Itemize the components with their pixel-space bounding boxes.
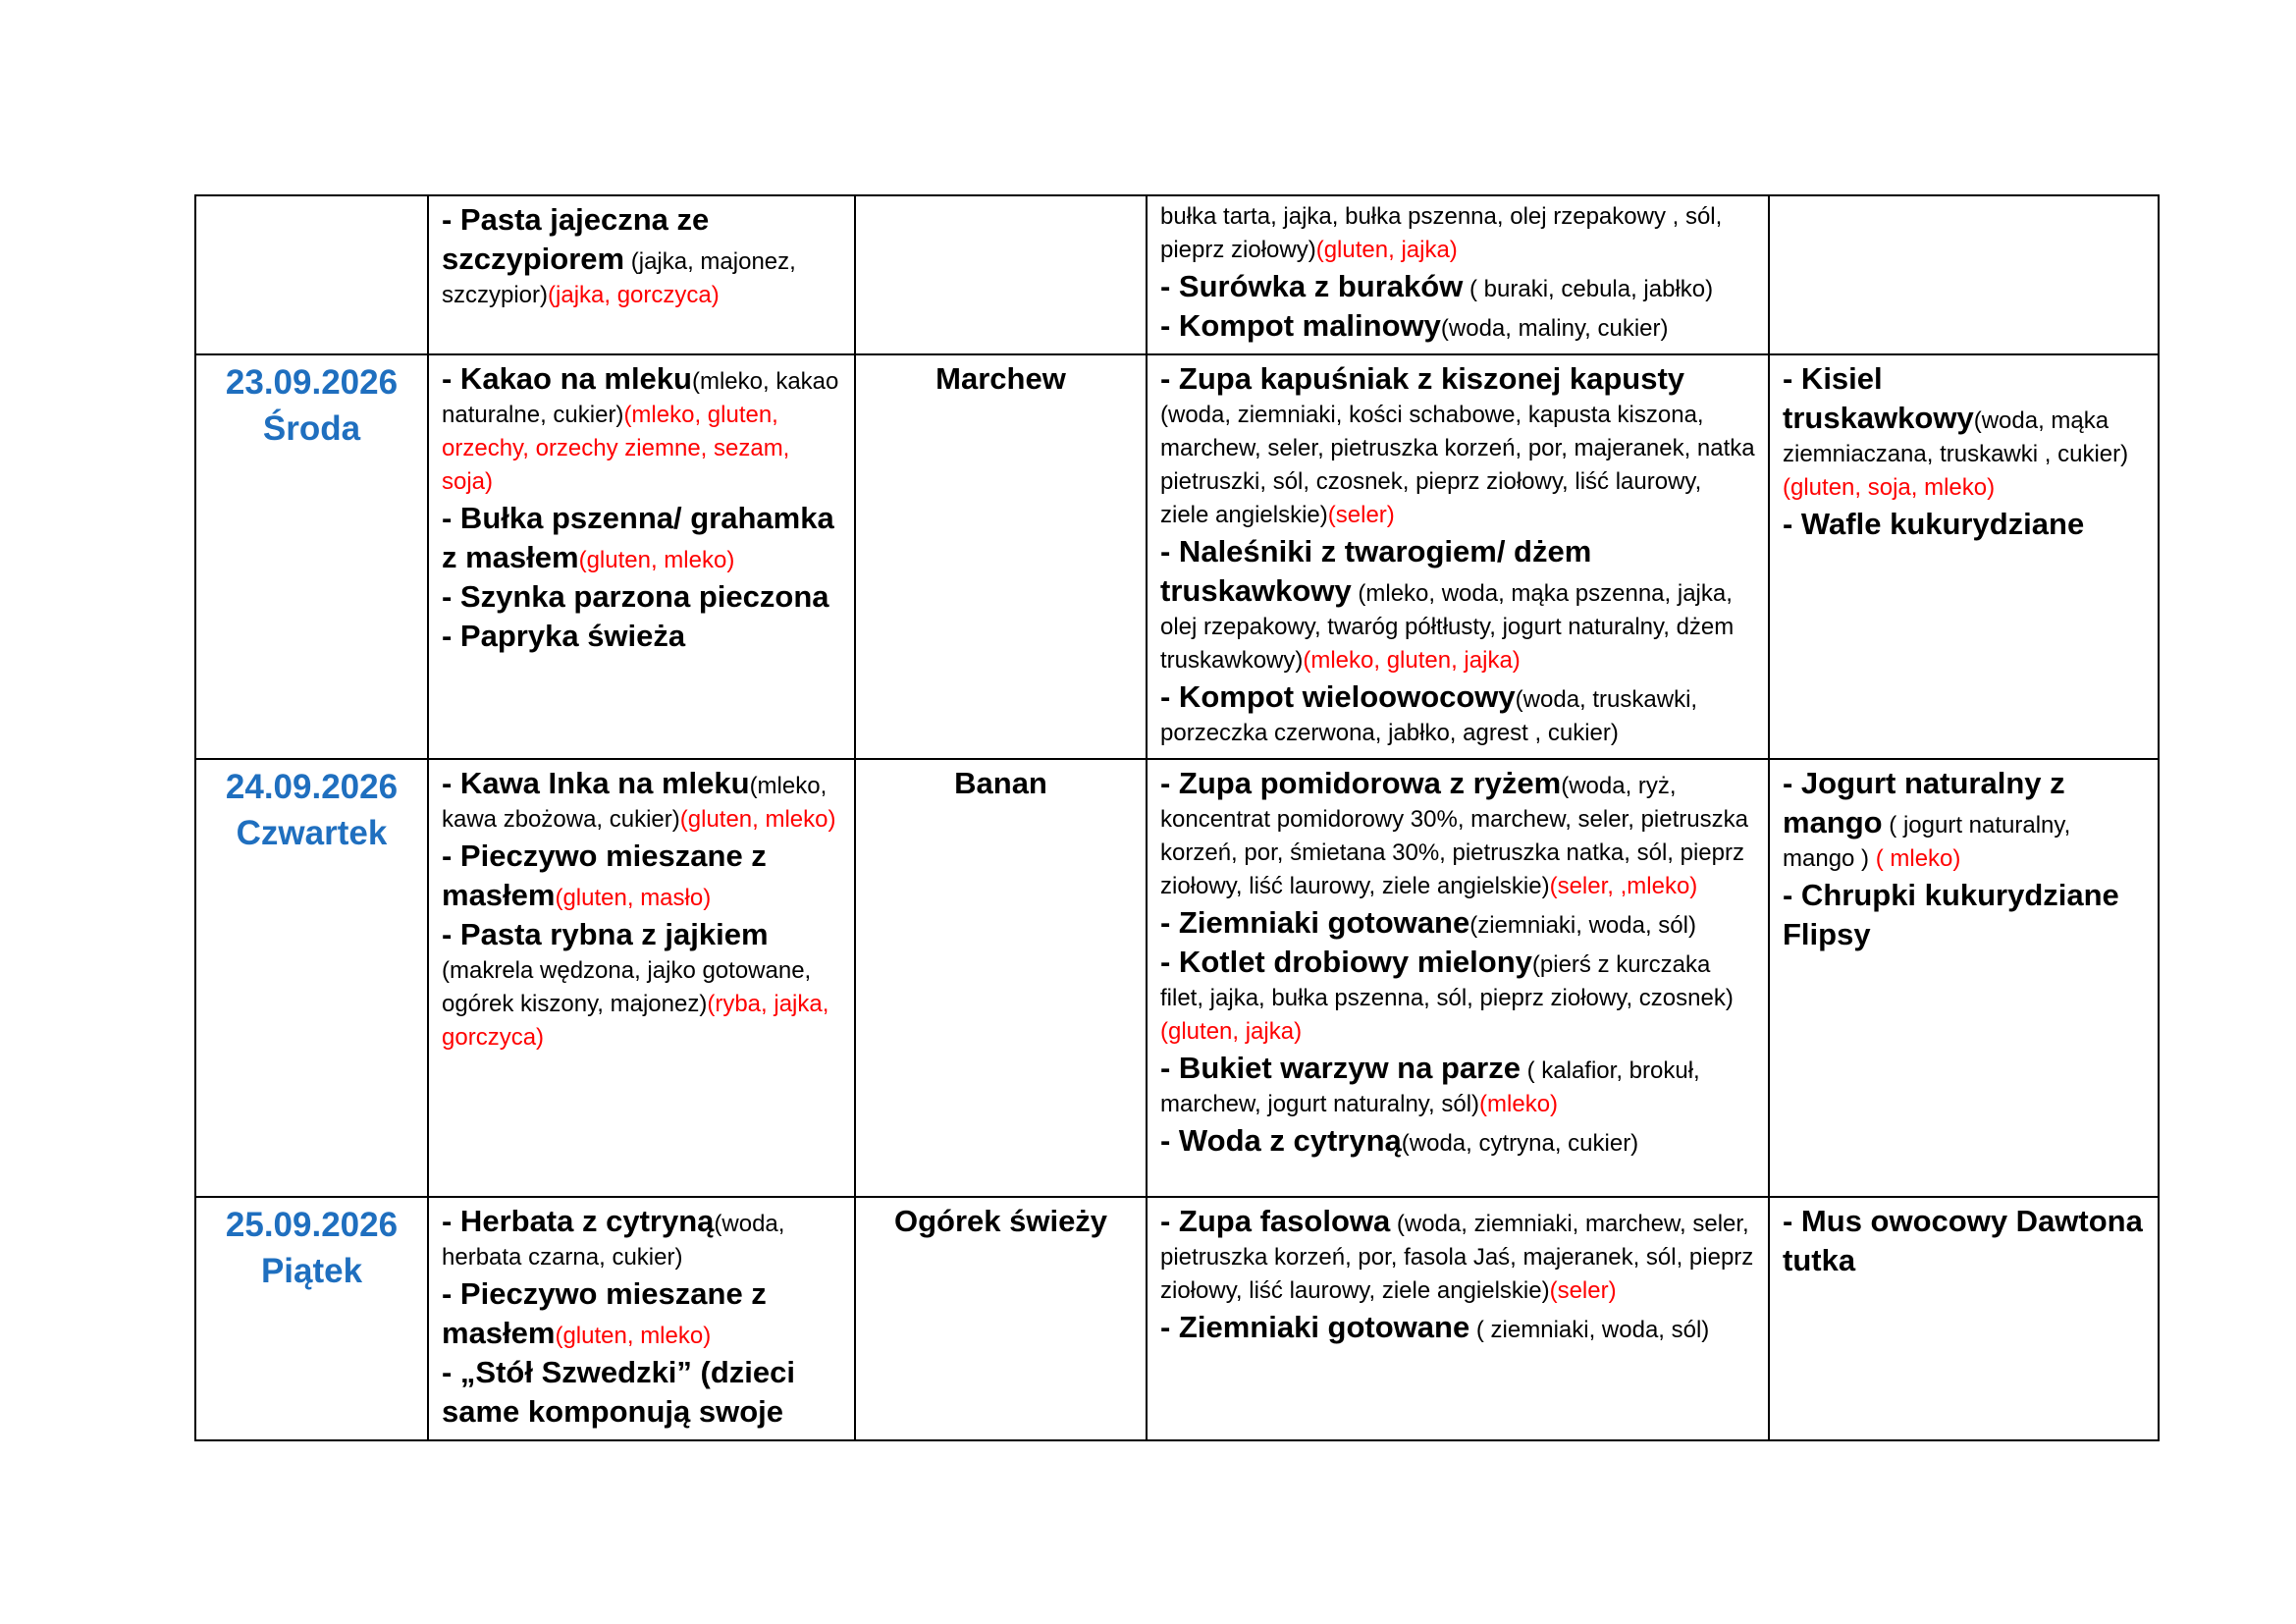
breakfast-item-title: - Szynka parzona pieczona bbox=[442, 579, 829, 614]
afternoon-cell bbox=[1769, 1197, 2159, 1440]
afternoon-cell bbox=[1769, 195, 2159, 354]
lunch-item-ingredients: ( buraki, cebula, jabłko) bbox=[1463, 276, 1714, 302]
lunch-item-ingredients: (woda, cytryna, cukier) bbox=[1401, 1130, 1639, 1157]
breakfast-cell bbox=[428, 759, 855, 1197]
lunch-item bbox=[1160, 677, 1755, 750]
afternoon-item-allergens: ( mleko) bbox=[1875, 845, 1961, 872]
lunch-item-title: - Naleśniki z twarogiem/ dżem truskawkowy bbox=[1160, 534, 1592, 608]
breakfast-item-allergens: (gluten, mleko) bbox=[555, 1323, 712, 1349]
lunch-item-ingredients: (woda, ryż, koncentrat pomidorowy 30%, marchew, seler, pietruszka korzeń, por, śmietana 30%, pietruszka natka, sól, pieprz ziołowy, liść laurowy, ziele angielskie) bbox=[1160, 773, 1748, 899]
lunch-item-allergens: (seler, ,mleko) bbox=[1549, 873, 1698, 899]
afternoon-item bbox=[1783, 1202, 2145, 1280]
breakfast-item-allergens: (jajka, gorczyca) bbox=[548, 282, 720, 308]
lunch-cell bbox=[1147, 354, 1769, 759]
lunch-item bbox=[1160, 359, 1755, 532]
date-cell bbox=[195, 1197, 428, 1440]
breakfast-item-ingredients: (makrela wędzona, jajko gotowane, ogórek kiszony, majonez) bbox=[442, 957, 812, 1017]
menu-row bbox=[195, 195, 2159, 354]
lunch-item-title: - Ziemniaki gotowane bbox=[1160, 1310, 1470, 1344]
lunch-item-ingredients: (mleko, woda, mąka pszenna, jajka, olej rzepakowy, twaróg półtłusty, jogurt naturalny, dżem truskawkowy) bbox=[1160, 580, 1735, 674]
snack-label: Banan bbox=[954, 766, 1047, 800]
breakfast-item-title: - Bułka pszenna/ grahamka z masłem bbox=[442, 501, 834, 574]
lunch-item-title: - Bukiet warzyw na parze bbox=[1160, 1051, 1521, 1085]
lunch-item-ingredients: (pierś z kurczaka filet, jajka, bułka pszenna, sól, pieprz ziołowy, czosnek) bbox=[1160, 951, 1734, 1011]
lunch-item bbox=[1160, 532, 1755, 677]
breakfast-item-ingredients: (mleko, kakao naturalne, cukier) bbox=[442, 368, 839, 428]
snack-cell bbox=[855, 354, 1147, 759]
breakfast-item-ingredients: (jajka, majonez, szczypior) bbox=[442, 248, 796, 308]
day-label: Piątek bbox=[260, 1252, 363, 1290]
breakfast-item bbox=[442, 617, 841, 656]
afternoon-item-title: - Mus owocowy Dawtona tutka bbox=[1783, 1204, 2143, 1277]
menu-table bbox=[194, 194, 2160, 1441]
afternoon-item bbox=[1783, 359, 2145, 505]
afternoon-item bbox=[1783, 505, 2145, 544]
snack-cell bbox=[855, 195, 1147, 354]
lunch-item-allergens: (seler) bbox=[1327, 502, 1395, 528]
breakfast-item-title: - Papryka świeża bbox=[442, 619, 686, 653]
breakfast-cell bbox=[428, 195, 855, 354]
date-label: 23.09.2026 bbox=[225, 363, 399, 402]
breakfast-item bbox=[442, 577, 841, 617]
breakfast-item bbox=[442, 837, 841, 915]
day-label: Środa bbox=[262, 409, 361, 448]
breakfast-item-title: - Herbata z cytryną bbox=[442, 1204, 715, 1238]
snack-cell bbox=[855, 759, 1147, 1197]
breakfast-cell bbox=[428, 354, 855, 759]
lunch-item bbox=[1160, 1202, 1755, 1308]
lunch-item bbox=[1160, 1121, 1755, 1161]
afternoon-item-title: - Chrupki kukurydziane Flipsy bbox=[1783, 878, 2119, 951]
afternoon-item-ingredients: (woda, mąka ziemniaczana, truskawki , cukier) bbox=[1783, 407, 2129, 467]
lunch-item-allergens: (seler) bbox=[1549, 1277, 1617, 1304]
date-cell bbox=[195, 759, 428, 1197]
breakfast-item bbox=[442, 200, 841, 312]
afternoon-cell bbox=[1769, 354, 2159, 759]
date-label: 24.09.2026 bbox=[225, 768, 399, 806]
lunch-continued-text bbox=[1160, 200, 1755, 267]
lunch-item-title: - Zupa fasolowa bbox=[1160, 1204, 1391, 1238]
lunch-cell bbox=[1147, 1197, 1769, 1440]
lunch-item bbox=[1160, 267, 1755, 306]
lunch-item bbox=[1160, 1049, 1755, 1121]
afternoon-item bbox=[1783, 764, 2145, 876]
breakfast-item-title: - Kakao na mleku bbox=[442, 361, 692, 396]
breakfast-item-allergens: (gluten, mleko) bbox=[679, 806, 836, 833]
lunch-item bbox=[1160, 943, 1755, 1049]
lunch-item-title: - Kompot malinowy bbox=[1160, 308, 1441, 343]
menu-row bbox=[195, 759, 2159, 1197]
afternoon-cell bbox=[1769, 759, 2159, 1197]
lunch-continued-allergens: (gluten, jajka) bbox=[1315, 237, 1458, 263]
lunch-continued-ingredients: bułka tarta, jajka, bułka pszenna, olej rzepakowy , sól, pieprz ziołowy) bbox=[1160, 203, 1723, 263]
day-label: Czwartek bbox=[236, 814, 388, 852]
breakfast-item-title: - „Stół Szwedzki” (dzieci same komponują swoje bbox=[442, 1355, 795, 1429]
lunch-item-ingredients: (ziemniaki, woda, sól) bbox=[1469, 912, 1696, 939]
lunch-item-title: - Zupa kapuśniak z kiszonej kapusty bbox=[1160, 361, 1685, 396]
breakfast-item-title: - Pasta rybna z jajkiem bbox=[442, 917, 769, 951]
snack-label: Ogórek świeży bbox=[893, 1204, 1108, 1238]
breakfast-item bbox=[442, 1274, 841, 1353]
date-label: 25.09.2026 bbox=[225, 1206, 399, 1244]
afternoon-item bbox=[1783, 876, 2145, 954]
lunch-item-title: - Woda z cytryną bbox=[1160, 1123, 1402, 1158]
breakfast-item-allergens: (mleko, gluten, orzechy, orzechy ziemne, sezam, soja) bbox=[442, 402, 790, 495]
afternoon-item-allergens: (gluten, soja, mleko) bbox=[1783, 474, 1996, 501]
lunch-item-title: - Kotlet drobiowy mielony bbox=[1160, 945, 1532, 979]
breakfast-item bbox=[442, 1353, 841, 1432]
snack-label: Marchew bbox=[935, 361, 1066, 396]
breakfast-item-title: - Pieczywo mieszane z masłem bbox=[442, 839, 767, 912]
lunch-item-title: - Kompot wieloowocowy bbox=[1160, 679, 1516, 714]
breakfast-item-ingredients: (woda, herbata czarna, cukier) bbox=[442, 1211, 785, 1271]
lunch-item-ingredients: ( ziemniaki, woda, sól) bbox=[1469, 1317, 1710, 1343]
date-cell bbox=[195, 195, 428, 354]
menu-row bbox=[195, 354, 2159, 759]
breakfast-item-ingredients: (mleko, kawa zbożowa, cukier) bbox=[442, 773, 828, 833]
breakfast-item-title: - Kawa Inka na mleku bbox=[442, 766, 750, 800]
breakfast-item-allergens: (gluten, mleko) bbox=[578, 547, 735, 573]
breakfast-item bbox=[442, 499, 841, 577]
lunch-item bbox=[1160, 1308, 1755, 1347]
lunch-cell bbox=[1147, 759, 1769, 1197]
lunch-item-ingredients: (woda, maliny, cukier) bbox=[1440, 315, 1669, 342]
breakfast-item-title: - Pieczywo mieszane z masłem bbox=[442, 1276, 767, 1350]
lunch-item-ingredients: ( kalafior, brokuł, marchew, jogurt naturalny, sól) bbox=[1160, 1057, 1700, 1117]
lunch-item-allergens: (mleko) bbox=[1479, 1091, 1559, 1117]
breakfast-cell bbox=[428, 1197, 855, 1440]
menu-row bbox=[195, 1197, 2159, 1440]
lunch-item-title: - Zupa pomidorowa z ryżem bbox=[1160, 766, 1562, 800]
afternoon-item-title: - Jogurt naturalny z mango bbox=[1783, 766, 2065, 839]
afternoon-item-title: - Kisiel truskawkowy bbox=[1783, 361, 1974, 435]
afternoon-item-ingredients: ( jogurt naturalny, mango ) bbox=[1783, 812, 2071, 872]
lunch-item-allergens: (mleko, gluten, jajka) bbox=[1303, 647, 1521, 674]
lunch-item bbox=[1160, 306, 1755, 346]
date-cell bbox=[195, 354, 428, 759]
lunch-item-ingredients: (woda, truskawki, porzeczka czerwona, jabłko, agrest , cukier) bbox=[1160, 686, 1698, 746]
breakfast-item bbox=[442, 1202, 841, 1274]
lunch-item-allergens: (gluten, jajka) bbox=[1160, 1018, 1303, 1045]
lunch-item-title: - Ziemniaki gotowane bbox=[1160, 905, 1470, 940]
lunch-item-ingredients: (woda, ziemniaki, marchew, seler, pietruszka korzeń, por, fasola Jaś, majeranek, sól, pieprz ziołowy, liść laurowy, ziele angielskie) bbox=[1160, 1211, 1754, 1304]
breakfast-item-title: - Pasta jajeczna ze szczypiorem bbox=[442, 202, 710, 276]
breakfast-item bbox=[442, 764, 841, 837]
breakfast-item bbox=[442, 915, 841, 1055]
lunch-cell bbox=[1147, 195, 1769, 354]
lunch-item-title: - Surówka z buraków bbox=[1160, 269, 1464, 303]
breakfast-item-allergens: (ryba, jajka, gorczyca) bbox=[442, 991, 829, 1051]
lunch-item bbox=[1160, 903, 1755, 943]
snack-cell bbox=[855, 1197, 1147, 1440]
breakfast-item bbox=[442, 359, 841, 499]
breakfast-item-allergens: (gluten, masło) bbox=[555, 885, 712, 911]
afternoon-item-title: - Wafle kukurydziane bbox=[1783, 507, 2085, 541]
lunch-item bbox=[1160, 764, 1755, 903]
lunch-item-ingredients: (woda, ziemniaki, kości schabowe, kapusta kiszona, marchew, seler, pietruszka korzeń, por, majeranek, natka pietruszki, sól, czosnek, pieprz ziołowy, liść laurowy, ziele angielskie) bbox=[1160, 402, 1755, 528]
